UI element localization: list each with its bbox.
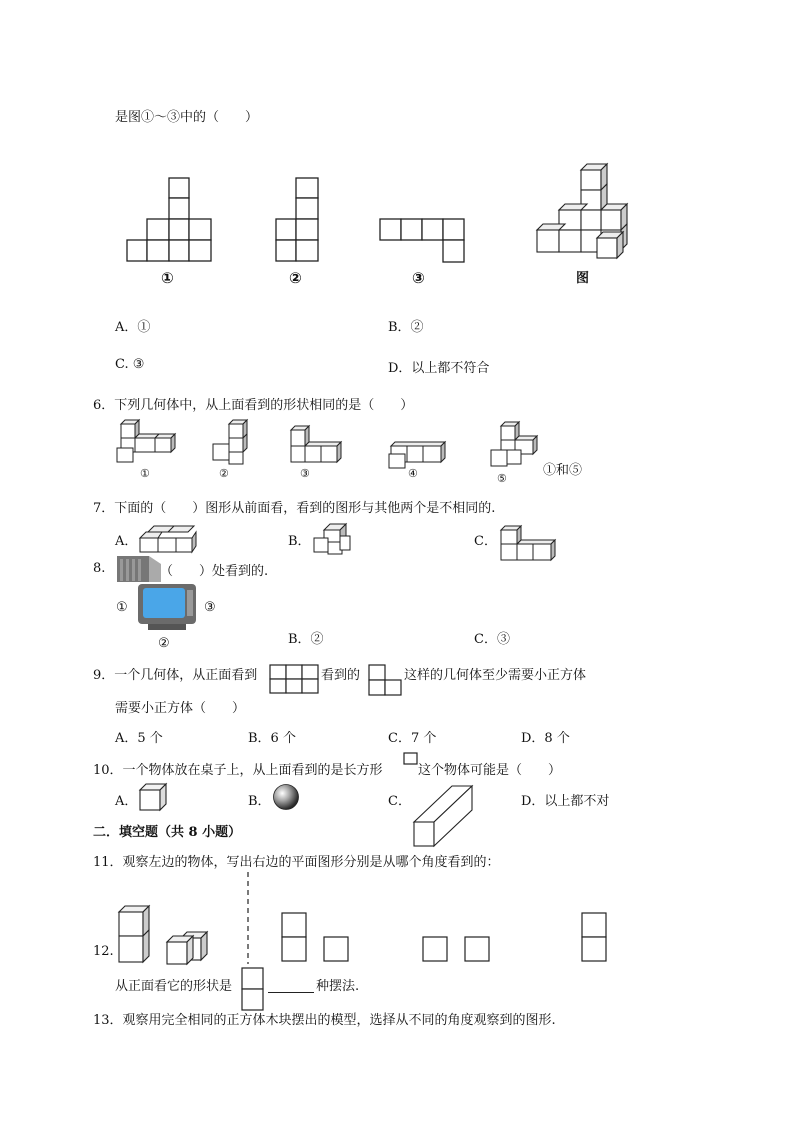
- q10-cube-figure: [138, 782, 170, 812]
- q10-option-c[interactable]: C．: [388, 794, 411, 809]
- q9-option-d[interactable]: D．8 个: [521, 731, 570, 746]
- q6-figure-3-label: ③: [300, 467, 310, 480]
- q11-stem: 11．观察左边的物体，写出右边的平面图形分别是从哪个角度看到的：: [93, 855, 500, 870]
- q10-rectangle-figure: [403, 752, 419, 766]
- q8-stem-tail: （ ）处看到的.: [160, 564, 269, 579]
- q7-figure-a: [138, 524, 198, 556]
- q8-position-bottom: ②: [158, 636, 170, 651]
- q5-main-figure: [535, 162, 635, 262]
- q8-position-right: ③: [204, 600, 216, 615]
- q12-front-view: [240, 966, 266, 1014]
- q7-option-b[interactable]: B．: [288, 534, 311, 549]
- q13-stem: 13．观察用完全相同的正方体木块摆出的模型，选择从不同的角度观察到的图形.: [93, 1013, 556, 1028]
- q6-stem: 6．下列几何体中，从上面看到的形状相同的是（ ）: [93, 398, 414, 413]
- q6-figures: [115, 420, 545, 470]
- q11-view-1: [280, 911, 308, 963]
- q9-side-view: [367, 663, 403, 697]
- q11-left-object: [117, 902, 217, 968]
- q8-position-left: ①: [116, 600, 128, 615]
- q6-figure-2-label: ②: [219, 467, 229, 480]
- q7-figure-c: [499, 524, 557, 562]
- q12-line-b: 种摆法.: [316, 979, 360, 994]
- q9-stem-a: 9．一个几何体，从正面看到: [93, 668, 258, 683]
- q10-cuboid-figure: [412, 784, 476, 850]
- q9-option-c[interactable]: C．7 个: [388, 731, 437, 746]
- q5-figure-1-label: ①: [161, 269, 174, 287]
- q5-main-figure-label: 图: [576, 271, 590, 286]
- q10-option-a[interactable]: A．: [115, 794, 138, 809]
- q8-option-b[interactable]: B．②: [288, 632, 324, 647]
- q5-option-b[interactable]: B．②: [388, 320, 424, 335]
- q5-figure-2: [274, 176, 324, 266]
- q5-option-c[interactable]: C. ③: [115, 357, 145, 372]
- q10-option-b[interactable]: B．: [248, 794, 271, 809]
- section-2-title: 二．填空题（共 8 小题）: [93, 825, 242, 840]
- q8-tv-image: [138, 584, 196, 630]
- q6-trailing-text: ①和⑤: [543, 463, 583, 478]
- q8-option-c[interactable]: C．③: [474, 632, 510, 647]
- q9-option-b[interactable]: B．6 个: [248, 731, 296, 746]
- q12-number: 12.: [93, 944, 114, 959]
- q5-option-a[interactable]: A．①: [115, 320, 151, 335]
- q6-figure-5-label: ⑤: [497, 472, 507, 485]
- q5-stem-tail: 是图①～③中的（ ）: [115, 110, 259, 125]
- q6-figure-4-label: ④: [408, 467, 418, 480]
- q5-figure-2-label: ②: [289, 269, 302, 287]
- q6-figure-1-label: ①: [140, 467, 150, 480]
- q5-figure-3: [378, 217, 468, 267]
- q10-sphere-figure: [272, 783, 300, 811]
- q9-stem-d: 需要小正方体（ ）: [115, 701, 246, 716]
- q12-answer-blank[interactable]: [268, 978, 314, 993]
- q9-stem-c: 这样的几何体至少需要小正方体: [404, 668, 587, 683]
- q7-option-a[interactable]: A．: [115, 534, 138, 549]
- q10-stem-a: 10．一个物体放在桌子上，从上面看到的是长方形: [93, 763, 383, 778]
- q5-figure-1: [125, 176, 215, 266]
- q10-stem-b: 这个物体可能是（ ）: [418, 763, 562, 778]
- q11-view-4: [580, 911, 608, 963]
- q7-option-c[interactable]: C．: [474, 534, 497, 549]
- q8-number: 8.: [93, 561, 106, 576]
- q11-divider: [246, 872, 250, 964]
- q11-view-3: [421, 935, 491, 963]
- q12-line-a: 从正面看它的形状是: [115, 979, 233, 994]
- q9-option-a[interactable]: A．5 个: [115, 731, 163, 746]
- q10-option-d[interactable]: D．以上都不对: [521, 794, 610, 809]
- q8-object-image: [117, 556, 161, 582]
- q9-front-view: [268, 663, 320, 695]
- q5-figure-3-label: ③: [412, 269, 425, 287]
- q11-view-2: [322, 935, 350, 963]
- q5-option-d[interactable]: D．以上都不符合: [388, 361, 490, 376]
- q7-figure-b: [312, 524, 354, 558]
- q7-stem: 7．下面的（ ）图形从前面看，看到的图形与其他两个是不相同的.: [93, 501, 496, 516]
- q9-stem-b: 看到的: [321, 668, 361, 683]
